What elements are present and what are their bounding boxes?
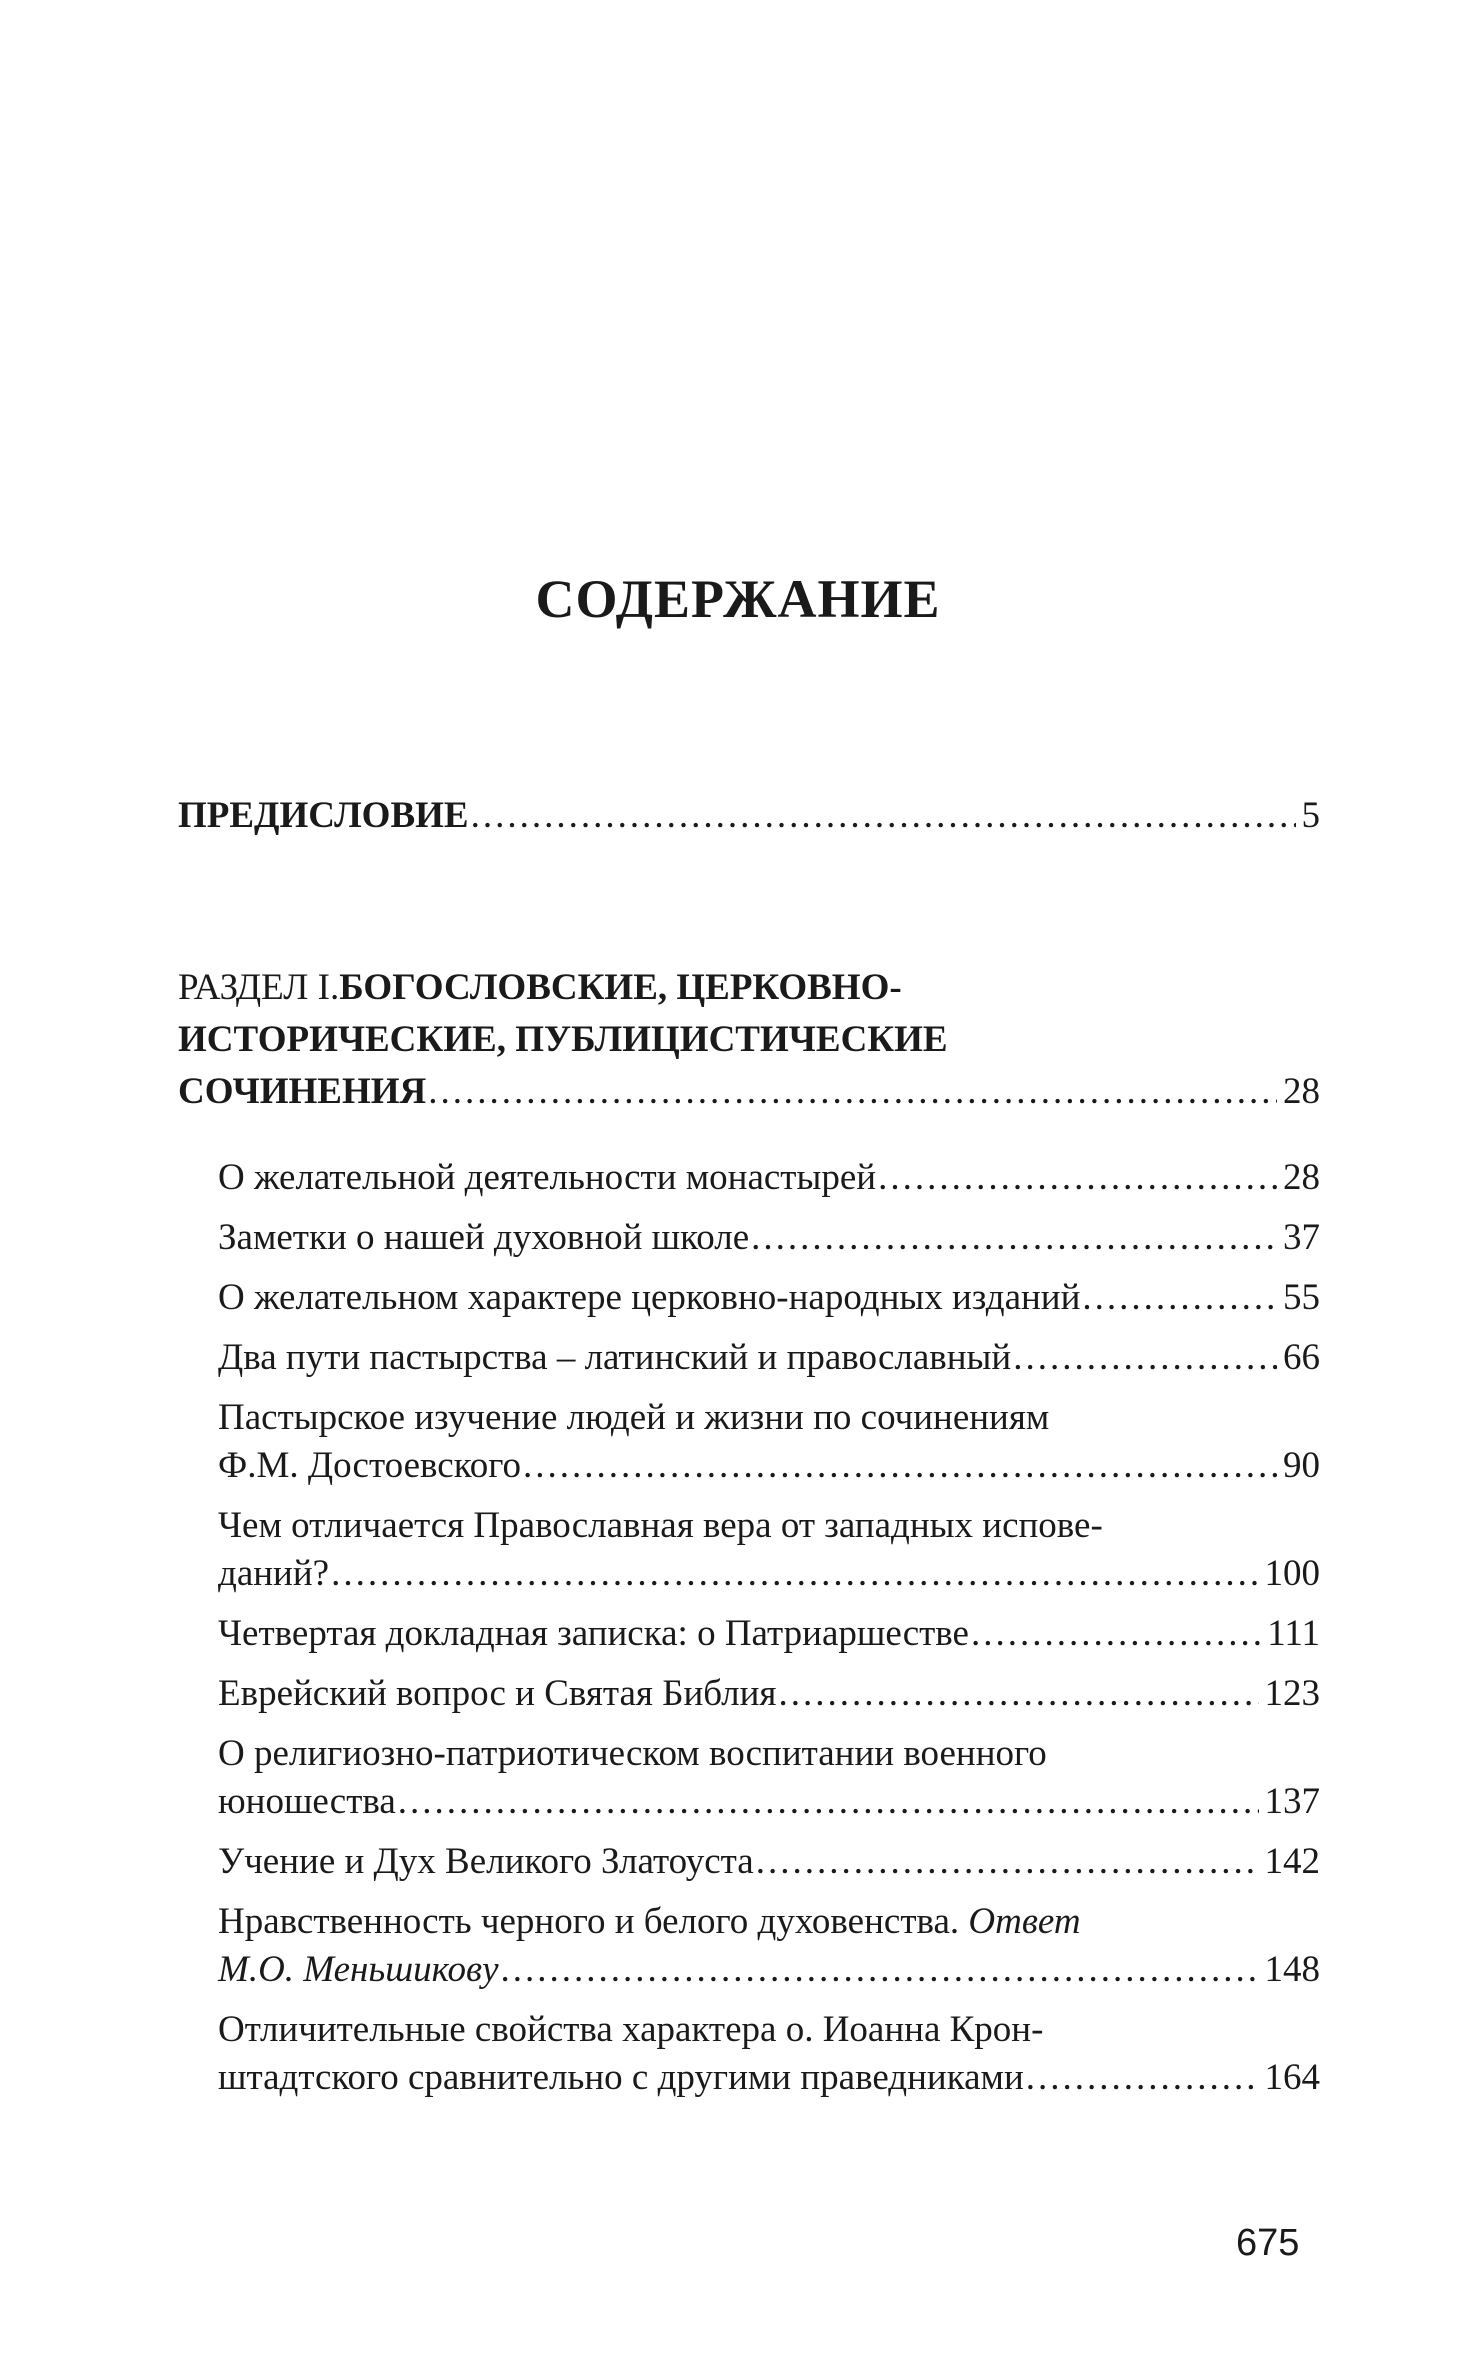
toc-section-line-2 [178, 1014, 1320, 1066]
toc-entry [218, 1944, 1320, 1996]
section-title-line-3: СОЧИНЕНИЯ [178, 1071, 427, 1112]
section-title-line-2: ИСТОРИЧЕСКИЕ, ПУБЛИЦИСТИЧЕСКИЕ [178, 1019, 948, 1060]
dot-leader [878, 1152, 1277, 1204]
dot-leader [331, 1548, 1258, 1600]
toc-entry [218, 2052, 1320, 2104]
toc-entry-title: О желательной деятельности монастырей [218, 1157, 877, 1198]
page-title: СОДЕРЖАНИЕ [535, 569, 941, 629]
toc-page-number: 164 [1264, 2057, 1320, 2098]
toc-entry-title: Еврейский вопрос и Святая Библия [218, 1673, 777, 1714]
toc-page-number: 123 [1264, 1673, 1320, 1714]
dot-leader [778, 1668, 1258, 1720]
toc-entry-title-line-1: Отличительные свойства характера о. Иоанна Крон- [218, 2009, 1044, 2050]
toc-entry-title: Заметки о нашей духовной школе [218, 1217, 750, 1258]
toc-page-number: 37 [1283, 1217, 1320, 1258]
toc-page-number: 5 [1301, 795, 1320, 836]
toc-entry-title: М.О. Меньшикову [218, 1949, 499, 1990]
toc-entry-title: Учение и Дух Великого Златоуста [218, 1841, 754, 1882]
toc-entry-title: Ф.М. Достоевского [218, 1445, 522, 1486]
toc-page-number: 100 [1264, 1553, 1320, 1594]
toc-entry-title: Два пути пастырства – латинский и православный [218, 1337, 1012, 1378]
toc-page-number: 28 [1283, 1071, 1320, 1112]
toc-entry [218, 1212, 1320, 1264]
toc-entry-title-line-1: Чем отличается Православная вера от западных испове- [218, 1505, 1103, 1546]
dot-leader [398, 1776, 1259, 1828]
toc-entry [218, 1836, 1320, 1888]
toc-entry-line-1 [218, 1728, 1320, 1780]
toc-entry [218, 1608, 1320, 1660]
dot-leader [1082, 1272, 1277, 1324]
toc-entry-title: юношества [218, 1781, 396, 1822]
dot-leader [471, 790, 1296, 842]
toc-page-number: 137 [1264, 1781, 1320, 1822]
toc-entry [218, 1776, 1320, 1828]
dot-leader [1026, 2052, 1259, 2104]
toc-page-number: 55 [1283, 1277, 1320, 1318]
dot-leader [756, 1836, 1259, 1888]
toc-page-number: 66 [1283, 1337, 1320, 1378]
toc-entry-line-1 [218, 2004, 1320, 2056]
dot-leader [523, 1440, 1277, 1492]
dot-leader [1013, 1332, 1277, 1384]
dot-leader [971, 1608, 1261, 1660]
toc-page-number: 111 [1267, 1613, 1320, 1654]
toc-entry-line-1 [218, 1896, 1320, 1948]
toc-entry [218, 1440, 1320, 1492]
dot-leader [501, 1944, 1259, 1996]
toc-entry [218, 1272, 1320, 1324]
section-title-line-1: БОГОСЛОВСКИЕ, ЦЕРКОВНО- [339, 967, 902, 1008]
toc-entry-title-line-1: Пастырское изучение людей и жизни по сочинениям [218, 1397, 1050, 1438]
toc-preface [178, 790, 1320, 842]
toc-page-number: 142 [1264, 1841, 1320, 1882]
toc-entry [218, 1332, 1320, 1384]
dot-leader [751, 1212, 1277, 1264]
toc-page-number: 148 [1264, 1949, 1320, 1990]
section-prefix: РАЗДЕЛ I. [178, 967, 340, 1008]
toc-entry-title: штадтского сравнительно с другими праведниками [218, 2057, 1024, 2098]
toc-page-number: 28 [1283, 1157, 1320, 1198]
toc-section-line-3 [178, 1066, 1320, 1118]
toc-entry [218, 1548, 1320, 1600]
toc-entry-title: даний? [218, 1553, 330, 1594]
toc-entry [218, 1668, 1320, 1720]
toc-entry-title-line-1: Нравственность черного и белого духовенства. [218, 1901, 960, 1942]
toc-section-line-1 [178, 962, 1320, 1014]
toc-entry-title: О желательном характере церковно-народных изданий [218, 1277, 1081, 1318]
toc-entry [218, 1152, 1320, 1204]
dot-leader [428, 1066, 1277, 1118]
toc-entry-title: Четвертая докладная записка: о Патриаршестве [218, 1613, 969, 1654]
toc-page-number: 90 [1283, 1445, 1320, 1486]
toc-entry-line-1 [218, 1500, 1320, 1552]
toc-entry-title-line-1: О религиозно-патриотическом воспитании военного [218, 1733, 1047, 1774]
toc-preface-label: ПРЕДИСЛОВИЕ [178, 795, 469, 836]
toc-entry-line-1 [218, 1392, 1320, 1444]
toc-entry-italic: Ответ [968, 1901, 1081, 1942]
page-folio: 675 [1236, 2222, 1300, 2264]
